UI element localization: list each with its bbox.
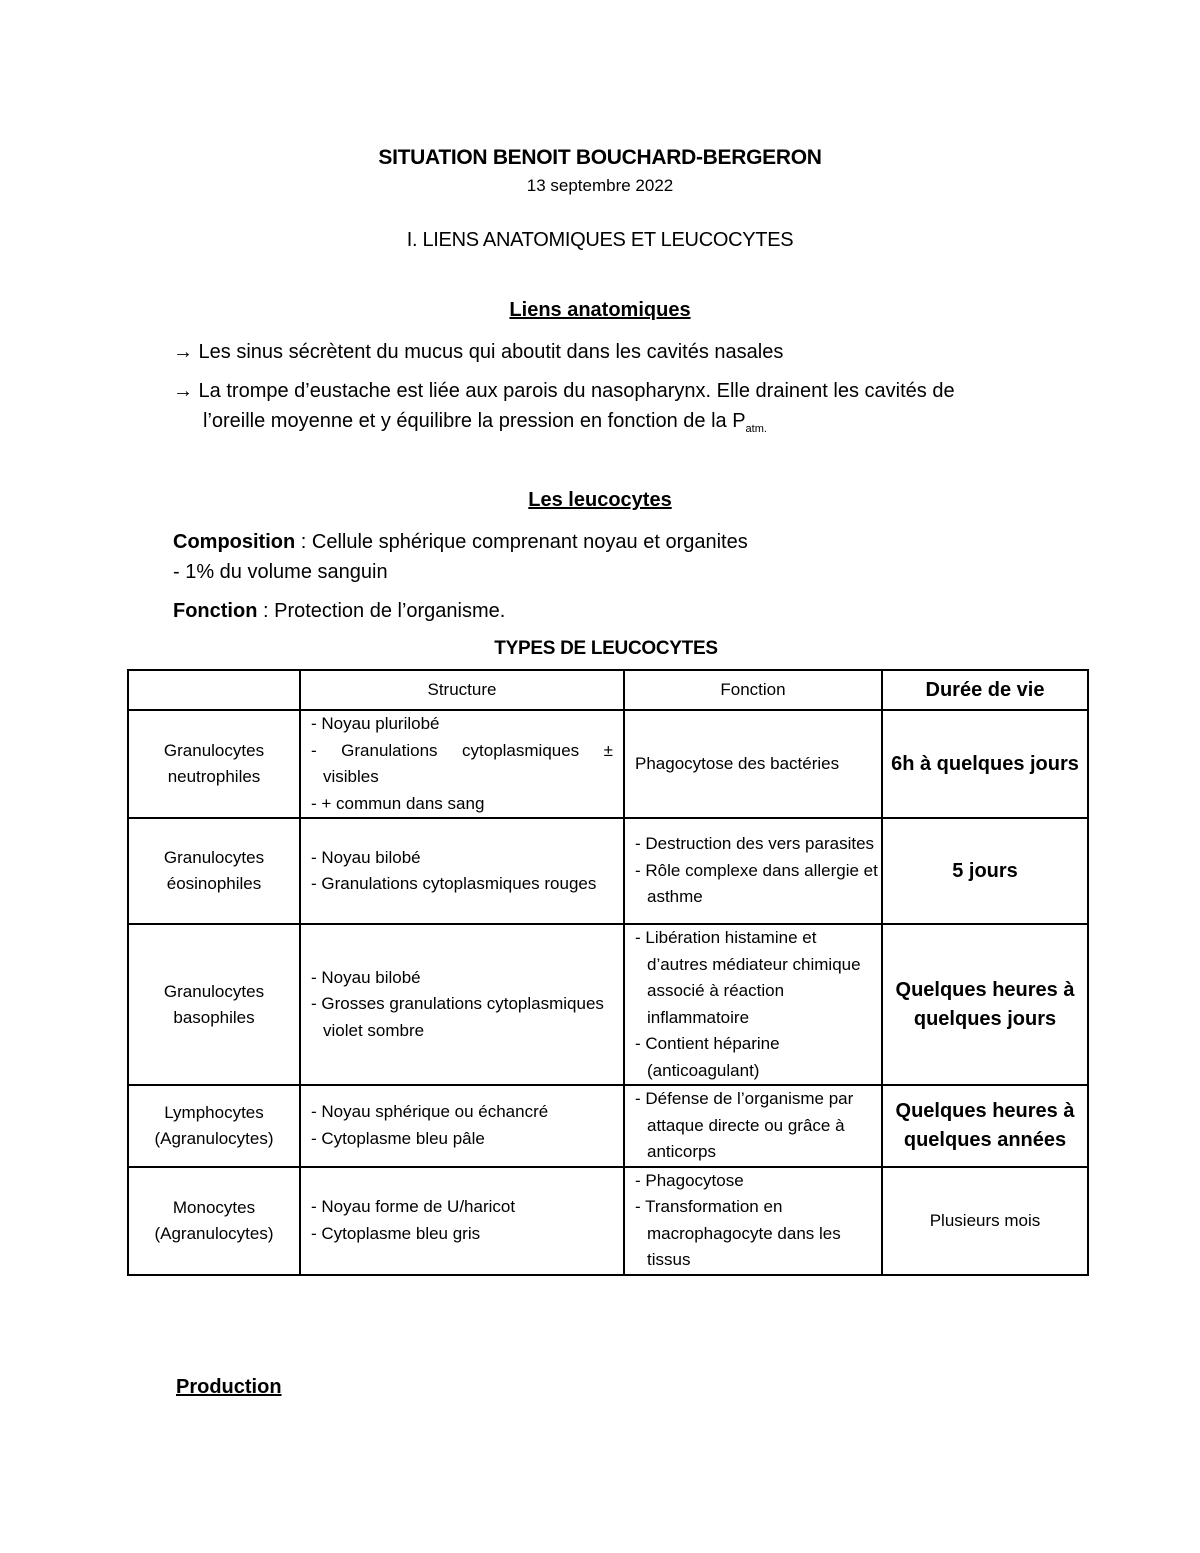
cell-name [128,1085,300,1167]
name-line: éosinophiles [166,874,262,893]
name-line: basophiles [173,1007,255,1027]
document-title: SITUATION BENOIT BOUCHARD-BERGERON [378,146,822,169]
name-line: neutrophiles [167,767,261,786]
cell-fonction [624,1167,882,1275]
liens-bullet-2 [173,376,1053,444]
table-row [128,710,1088,818]
cell-duree: 6h à quelques jours [882,710,1088,818]
table-row [128,1085,1088,1167]
fonction-item: - Contient héparine (anticoagulant) [635,1034,780,1080]
structure-item: - + commun dans sang [311,793,485,813]
composition-line [173,527,1053,557]
production-heading: Production [176,1376,282,1398]
section-title: I. LIENS ANATOMIQUES ET LEUCOCYTES [406,229,794,251]
liens-heading: Liens anatomiques [509,299,691,321]
cell-name [128,710,300,818]
cell-name [128,924,300,1085]
leucocytes-table [127,669,1089,1276]
name-line: Granulocytes [163,981,265,1001]
fonction-item: - Défense de l’organisme par attaque directe ou grâce à anticorps [635,1089,854,1161]
structure-item: - Cytoplasme bleu pâle [311,1128,485,1148]
cell-fonction [624,1085,882,1167]
document-date: 13 septembre 2022 [526,176,674,195]
structure-item: - Noyau plurilobé [311,714,440,733]
cell-structure [300,1167,624,1275]
header-duree: Durée de vie [882,670,1088,710]
cell-fonction [624,710,882,818]
name-line: (Agranulocytes) [154,1128,274,1148]
name-line: Granulocytes [163,848,265,867]
name-line: Monocytes [172,1197,256,1217]
header-empty [128,670,300,710]
table-row [128,924,1088,1085]
fonction-item: - Transformation en macrophagocyte dans les tissus [635,1197,841,1269]
header-structure: Structure [300,670,624,710]
cell-name [128,818,300,924]
structure-item: - Granulations cytoplasmiques rouges [311,874,597,893]
cell-fonction [624,818,882,924]
cell-duree: 5 jours [882,818,1088,924]
fonction-item: - Libération histamine et d’autres médiateur chimique associé à réaction inflammatoire [635,928,861,1027]
structure-item: - Noyau bilobé [311,847,421,867]
table-row [128,1167,1088,1275]
cell-duree: Plusieurs mois [882,1167,1088,1275]
structure-item: - Noyau bilobé [311,967,421,987]
structure-item: - Grosses granulations cytoplasmiques violet sombre [311,994,604,1040]
structure-item: - Noyau forme de U/haricot [311,1197,516,1216]
name-line: (Agranulocytes) [154,1223,274,1243]
structure-item: - Noyau sphérique ou échancré [311,1102,549,1122]
liens-bullet-2-line-1: → La trompe d’eustache est liée aux parois du nasopharynx. Elle drainent les cavités de [173,380,955,402]
fonction-text: : Protection de l’organisme. [257,600,506,622]
cell-structure [300,924,624,1085]
composition-label: Composition [173,531,296,553]
table-row [128,818,1088,924]
cell-fonction [624,924,882,1085]
cell-duree: Quelques heures à quelques jours [882,924,1088,1085]
structure-item: - Cytoplasme bleu gris [311,1223,481,1243]
cell-structure [300,1085,624,1167]
patm-subscript: atm. [745,423,767,435]
header-fonction: Fonction [624,670,882,710]
liens-bullet-1: → Les sinus sécrètent du mucus qui aboutit dans les cavités nasales [173,341,784,363]
fonction-item: - Destruction des vers parasites [635,834,875,854]
volume-line: - 1% du volume sanguin [173,561,388,583]
cell-structure [300,710,624,818]
fonction-item: Phagocytose des bactéries [635,753,840,773]
cell-structure [300,818,624,924]
composition-text: : Cellule sphérique comprenant noyau et organites [295,531,748,553]
cell-name [128,1167,300,1275]
fonction-item: - Rôle complexe dans allergie et asthme [635,860,878,907]
fonction-label: Fonction [173,600,258,622]
leucocytes-heading: Les leucocytes [528,489,672,511]
name-line: Granulocytes [163,741,265,760]
liens-bullet-2-text: l’oreille moyenne et y équilibre la pression en fonction de la P [203,410,746,432]
fonction-item: - Phagocytose [635,1170,744,1190]
liens-bullet-2-line-2 [173,406,1053,444]
table-title: TYPES DE LEUCOCYTES [494,638,718,659]
fonction-line [173,596,1053,626]
structure-item: - Granulations cytoplasmiques ± visibles [311,740,613,786]
cell-duree: Quelques heures à quelques années [882,1085,1088,1167]
name-line: Lymphocytes [164,1102,264,1122]
table-header-row [128,670,1088,710]
